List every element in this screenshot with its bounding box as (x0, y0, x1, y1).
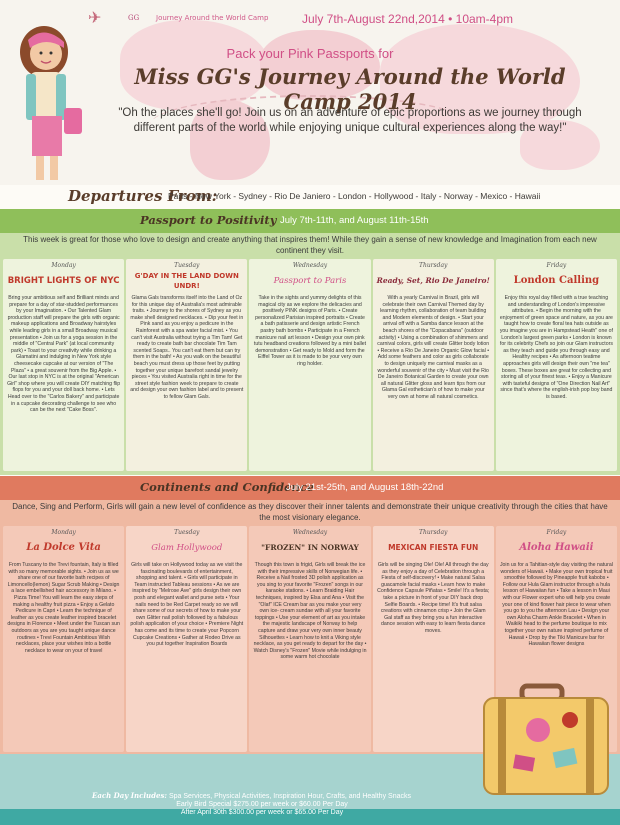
suitcase-illustration (478, 680, 614, 800)
day-text: Bring your ambitious self and Brilliant minds and prepare for a day of star-studded performances by your Imagination. • Our Talented Glam production staff will prepare the girls with organic makeup applications and Broadway hairstyles while leading girls in a small Broadway musical presentation • Join us for a yoga session in the middle of "Central Park" (at local community park) • Toast to your creativity while drinking a Glamatini and indulging in New York style cheesecake cupcake at our version of "The Plaza" • a great souvenir from the Big Apple. • Our last stop in NYC is at the original "American Girl" shop where you will create DIY matching flip flops for you and your doll back home. • Lets Head over to the "Carlos Bakery" and participate in a cupcake decorating challenge to see who can be the next "Cake Boss". (7, 295, 121, 414)
day-text: From Tuscany to the Trevi fountain, Italy is filled with so many memorable sights. • Join us as we share one of our favorite bath recipes of Limoncello(lemon) Sugar Scrub Making • Design a lace embellished hair accessory in Milano. • Pizza Time! You will learn the easy steps of making a healthy fruit pizza • Enjoy a Gelato Pedicure in Capri • Learn the technique of leather as you create leather inspired bracelet designs in Florence • Meet under the Tuscan sun outdoors as you are you taught unique dance routines • Trevi Fountain Ambitious Wish necklaces, place your wishes into a bottle necklace to wear on your of travel (7, 562, 120, 654)
kicker-text: Pack your Pink Passports for (226, 46, 394, 61)
day-text: Glama Gals transforms itself into the Land of Oz for this unique day of Australia's most admirable traits. • Journey to the shores of Sydney as you make shell designed necklaces. • Dip your feet in Pink sand as you enjoy a pedicure in the Rainforest with a spa water facial mist. • You can't visit Australia without trying a Tim Tam! Get ready to create bath bar chocolate Tim Tam scented Soaps.. You can't eat them but can try them in the bath! • As you walk on the beautiful beach you must dress up those feet by putting together your unique barefoot sandal jewelry pieces • You visited Australia right in time for the street style fashion week to prepare to create and design your own fashion label and to present to fellow Glam Gals. (130, 295, 244, 400)
day-text: Girls will take on Hollywood today as we visit the fascinating boulevards of entertainment, shopping and talent. • Girls will participate in Team instructed Tableau sessions • As we are inspired by "Melrose Ave" girls design their own posh and elegant wallet and purse sets • Your nails need to be Red Carpet ready so we will share some of our secrets of how to make your own Glitter nail polish followed by a fabulous polish application of your choice • Premiere Night has come and its time to create your Popcorn Cupcake Creations • Gather at Rodeo Drive as you put together Inspiration Boards (130, 562, 244, 648)
day-columns (3, 259, 617, 471)
day-card-friday (496, 259, 617, 471)
section-description: This week is great for those who love to design and create anything that inspires them! While they gain a sense of new knowledge and Imagination from each new continent they visit. (23, 235, 597, 255)
includes-label: Each Day Includes: (92, 791, 168, 800)
day-label: Wednesday (292, 262, 328, 269)
departures-list: Paris - New York - Sydney - Rio De Janiero - London - Hollywood - Italy - Norway - Mexico - Hawaii (168, 191, 541, 201)
intro-quote: "Oh the places she'll go! Join us on an adventure of epic proportions as we journey through different parts of the world while enjoying unique cultural experiences along the way!" (118, 107, 582, 134)
section-banner (0, 476, 620, 500)
girl-traveler-illustration (4, 18, 90, 185)
section-banner (0, 209, 620, 233)
day-label: Thursday (418, 262, 448, 269)
day-card-tuesday (126, 526, 247, 752)
day-title: La Dolce Vita (26, 542, 101, 553)
day-text: Enjoy this royal day filled with a true teaching and understanding of London's impressive attributes. • Begin the morning with the enjoyment of green space and nature, as you are taught how to create floral tea hats outside as you imagine you are in Hampstead Heath" one of London's largest green parks • London is known for its celebrity Chefs so join our Glam instructors as they teach and guide you through easy and Healthy recipes • As afternoon teatime approaches girls will design their own "me tea" boxes. These boxes are great for collecting and storing all of your finest teas. • Enjoy a Manicure with tasteful designs of "One Direction Nail Art" since that's where the english-irish pop boy band is based. (499, 295, 613, 400)
day-card-wednesday (249, 259, 370, 471)
day-text: Girls will be singing Ole! Ole! All through the day as they enjoy a day of Celebration through a Fiesta of self-discovery! • Make natural Salsa guacamole facial masks • Learn how to make Confidence Capsule Piñatas • Smile! It's a fiesta; take a picture in front of your DIY back drop Selfie Boards. • Recipe time! It's fruit salsa creations with cinnamon crisp • Join the Glam Gal staff as they bring you a fun interactive dance session with easy to learn fiesta dance moves. (377, 562, 490, 634)
section-description: Dance, Sing and Perform, Girls will gain a new level of confidence as they discover their inner talents and demonstrate their unique creativity through the cities that have the most visionary elegance. (12, 502, 608, 522)
day-title: Aloha Hawaii (519, 542, 594, 553)
day-card-monday (3, 259, 124, 471)
day-label: Wednesday (292, 529, 328, 536)
day-label: Monday (51, 262, 76, 269)
day-label: Tuesday (174, 529, 200, 536)
day-label: Friday (546, 529, 567, 536)
day-card-wednesday (249, 526, 370, 752)
day-title: MEXICAN FIESTA FUN (388, 543, 479, 552)
day-title: BRIGHT LIGHTS OF NYC (7, 276, 120, 286)
regular-price: After April 30th $300.00 per week or $65.00 Per Day (180, 809, 344, 816)
day-title: G'DAY IN THE LAND DOWN UNDR! (134, 272, 239, 290)
day-title: London Calling (513, 275, 600, 286)
airplane-icon: ✈ (88, 8, 102, 27)
day-title: "FROZEN" IN NORWAY (261, 543, 359, 552)
day-text: Join us for a Tahitian-style day visiting the natural wonders of Hawaii. • Make your own tropical fruit smoothie followed by Pineapple fruit kabobs • Follow our Hula Glam instructor through a hula lesson of Hawaiian fun • Take a lesson in Maui with our Flower expert who will help you create your one of kind flower hair piece to wear when you go to you the afternoon Lau • Design your own Aloha Charm Ankle Bracelet • When in Waikiki head to the perfume boutique to mix together your own nature inspired perfume of Hawaii • Drop by the Tiki Manicure bar for Hawaiian flower designs (499, 562, 613, 648)
day-label: Tuesday (174, 262, 200, 269)
camp-logo: GG Journey Around the World Camp (128, 14, 269, 22)
section-passport-to-positivity (0, 209, 620, 475)
day-label: Friday (546, 262, 567, 269)
day-card-thursday (373, 259, 494, 471)
day-title: Passport to Paris (273, 276, 347, 286)
day-label: Thursday (418, 529, 448, 536)
day-label: Monday (51, 529, 76, 536)
departures-row (0, 185, 620, 209)
day-text: Take in the sights and yummy delights of this magical city as we explore the delicacies and positively PINK designs of Paris. • Create personalized Parisian inspired portraits • Create a bath patisserie and design artistic French pastry bath bombs • Participate in a French manicure nail art lesson • Design your own pink tutu headband creations followed by a mini ballet demonstration • Get ready to Mold and form the Eiffel Tower as it is made to be your very own ring holder. (253, 295, 367, 367)
footer-text (92, 792, 432, 817)
early-bird-price: Early Bird Special $275.00 per week or $60.00 Per Day (176, 801, 348, 808)
day-card-thursday (373, 526, 494, 752)
day-title: Glam Hollywood (151, 543, 223, 553)
day-text: Though this town is frigid, Girls will break the ice with their impressive skills of Norwegian life. • Receive a Nail frosted 3D polish application as you sing to your favorite "Frozen" songs in our karaoke stations. • Learn Braiding Hair techniques, inspired by Elsa and Ana • Visit the "Olaf" ICE Cream bar as you make your very own ice- cream sundae with all your favorite toppings • Use your element of art as you intake the majestic landscape of Norway to help capture and draw your very own inner beauty Silhouettes • Learn how to knit a Viking style necklace, as you get ready to depart for the day • Watch Disney's "Frozen" Movie while indulging in some warm hot chocolate (253, 562, 367, 661)
includes-list: Spa Services, Physical Activities, Inspiration Hour, Crafts, and Healthy Snacks (168, 793, 411, 800)
header (0, 0, 620, 185)
day-card-tuesday (126, 259, 247, 471)
section-title: Passport to Positivity (140, 213, 277, 227)
day-card-monday (3, 526, 124, 752)
page-title: Miss GG's Journey Around the World Camp 2014 (134, 64, 566, 114)
camp-dates: July 7th-August 22nd,2014 • 10am-4pm (302, 12, 513, 26)
day-text: With a yearly Carnival in Brazil, girls will celebrate their own Carnival Themed day by learning rhythm, collaboration of team building and Modern elements of design. • Start your arrival off with a Samba dance lesson at the beach shores of the "Copacabana" (outdoor activity) • Using a combination of shimmers and carnival colors, girls will create Glitter body lotion • Receive a Rio De Janeiro Organic Glow facial • Add some feathers and color as girls collaborate to design uniquely me carnival masks as a wonderful souvenir of the city • Must visit the Rio De Janeiro Botanical Garden to create your own all natural Glitter gloss and learn tips from our Glama Gal esthetician's of how to make your very own at home all natural cosmetics. (377, 295, 490, 400)
section-title: Continents and Confidence (140, 480, 315, 494)
section-dates: July 21st-25th, and August 18th-22nd (286, 482, 444, 493)
departures-title: Departures From: (68, 187, 218, 205)
day-title: Ready, Set, Rio De Janeiro! (376, 276, 490, 285)
section-dates: July 7th-11th, and August 11th-15th (280, 215, 429, 226)
